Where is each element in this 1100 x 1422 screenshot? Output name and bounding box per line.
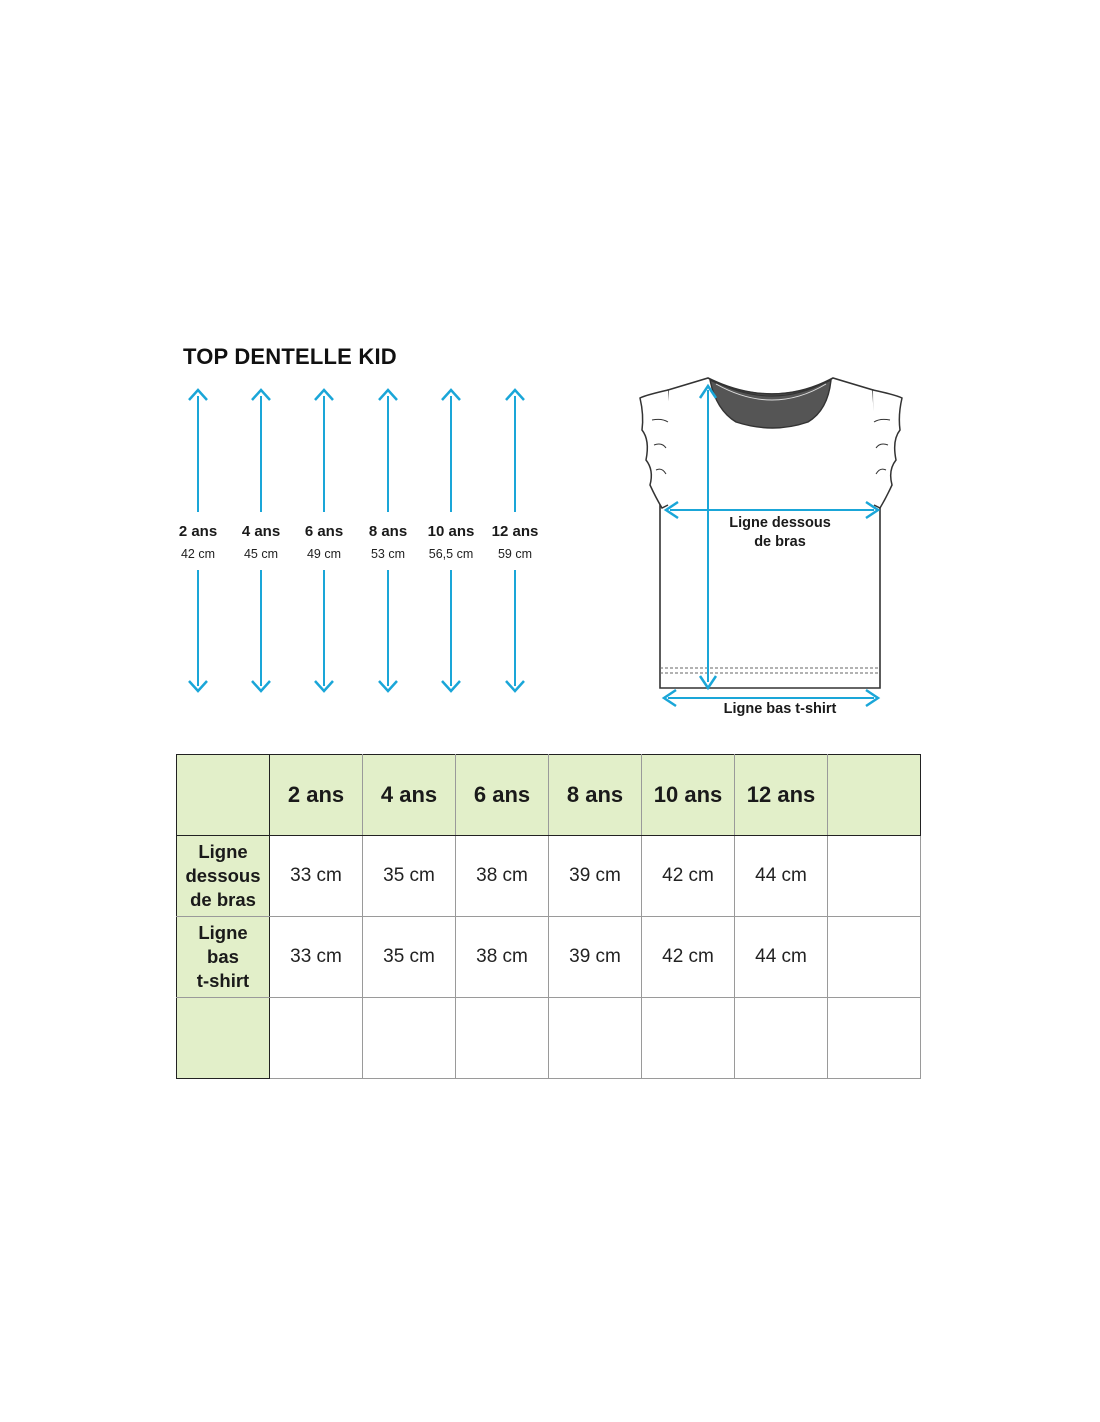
table-cell — [828, 836, 921, 917]
size-age: 6 ans — [304, 523, 344, 540]
table-cell — [642, 998, 735, 1079]
size-age: 8 ans — [368, 523, 408, 540]
table-cell — [363, 998, 456, 1079]
table-cell: 33 cm — [270, 836, 363, 917]
size-table — [176, 754, 921, 1079]
size-measure: 42 cm — [180, 547, 216, 561]
row-label-line: Ligne — [198, 841, 248, 862]
table-header-cell — [177, 755, 270, 836]
size-column-2 — [163, 388, 233, 693]
size-age: 2 ans — [178, 523, 218, 540]
table-cell — [549, 998, 642, 1079]
double-arrow-icon — [480, 388, 550, 693]
table-header-cell: 6 ans — [456, 755, 549, 836]
table-cell — [735, 998, 828, 1079]
table-header-cell — [828, 755, 921, 836]
row-label-line: de bras — [190, 889, 256, 910]
table-row-header — [177, 998, 270, 1079]
table-cell: 33 cm — [270, 917, 363, 998]
size-column-10 — [416, 388, 486, 693]
double-arrow-icon — [163, 388, 233, 693]
size-measure: 53 cm — [370, 547, 406, 561]
table-cell: 42 cm — [642, 917, 735, 998]
table-row — [177, 917, 921, 998]
table-header-cell: 4 ans — [363, 755, 456, 836]
table-header-row — [177, 755, 921, 836]
table-cell: 42 cm — [642, 836, 735, 917]
table-header-cell: 10 ans — [642, 755, 735, 836]
table-cell — [828, 998, 921, 1079]
row-label-line: Ligne — [198, 922, 248, 943]
table-row-header — [177, 836, 270, 917]
underarm-label — [710, 514, 850, 552]
table-cell — [828, 917, 921, 998]
double-arrow-icon — [226, 388, 296, 693]
size-column-12 — [480, 388, 550, 693]
size-measure: 49 cm — [306, 547, 342, 561]
table-cell — [270, 998, 363, 1079]
double-arrow-icon — [416, 388, 486, 693]
size-measure: 56,5 cm — [428, 547, 474, 561]
double-arrow-icon — [289, 388, 359, 693]
size-measure: 59 cm — [497, 547, 533, 561]
table-cell: 44 cm — [735, 917, 828, 998]
row-label-line: bas — [207, 946, 239, 967]
table-cell: 35 cm — [363, 917, 456, 998]
size-age: 4 ans — [241, 523, 281, 540]
size-age: 10 ans — [427, 523, 475, 540]
underarm-label-line1: Ligne dessous — [729, 515, 831, 531]
bottom-label: Ligne bas t-shirt — [723, 701, 837, 717]
table-row — [177, 998, 921, 1079]
size-column-6 — [289, 388, 359, 693]
size-column-8 — [353, 388, 423, 693]
page-title: TOP DENTELLE KID — [183, 344, 397, 369]
double-arrow-icon — [353, 388, 423, 693]
table-header-cell: 12 ans — [735, 755, 828, 836]
table-cell: 44 cm — [735, 836, 828, 917]
table-cell: 35 cm — [363, 836, 456, 917]
size-measure: 45 cm — [243, 547, 279, 561]
table-cell: 38 cm — [456, 917, 549, 998]
size-column-4 — [226, 388, 296, 693]
underarm-label-line2: de bras — [754, 534, 806, 550]
table-cell — [456, 998, 549, 1079]
row-label-line: dessous — [185, 865, 261, 886]
table-row-header — [177, 917, 270, 998]
table-row — [177, 836, 921, 917]
table-header-cell: 8 ans — [549, 755, 642, 836]
table-header-cell: 2 ans — [270, 755, 363, 836]
row-label-line: t-shirt — [196, 970, 250, 991]
table-cell: 38 cm — [456, 836, 549, 917]
table-cell: 39 cm — [549, 836, 642, 917]
size-age: 12 ans — [491, 523, 539, 540]
table-cell: 39 cm — [549, 917, 642, 998]
